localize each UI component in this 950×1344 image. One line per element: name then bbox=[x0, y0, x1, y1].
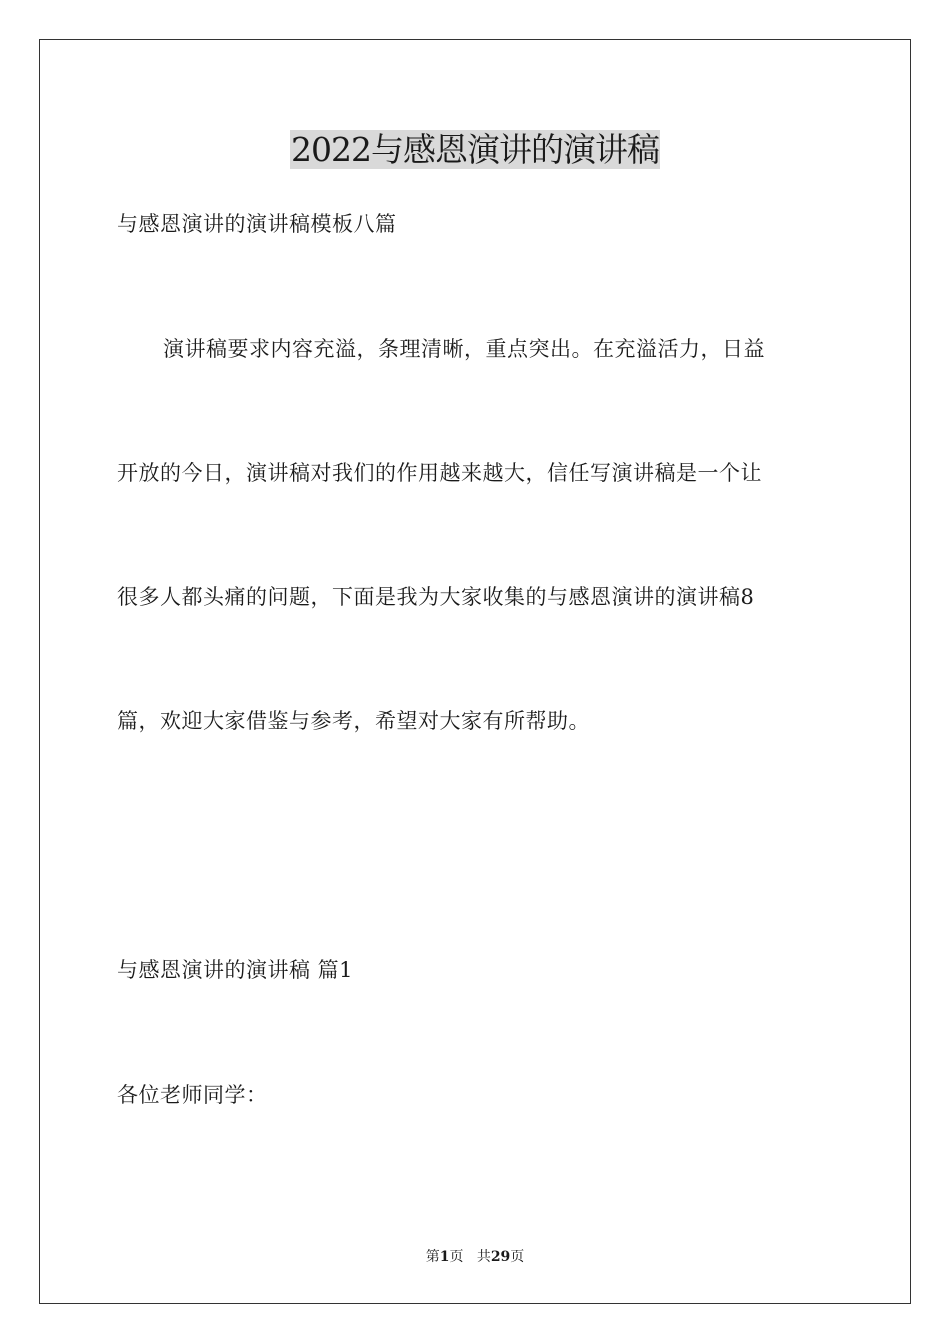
footer-total-pages: 29 bbox=[490, 1249, 511, 1265]
footer-total-prefix: 共 bbox=[476, 1249, 491, 1265]
footer-total-suffix: 页 bbox=[510, 1249, 525, 1265]
title-text: 2022与感恩演讲的演讲稿 bbox=[291, 130, 659, 169]
greeting: 各位老师同学： bbox=[117, 1083, 268, 1107]
intro-line-4: 篇，欢迎大家借鉴与参考，希望对大家有所帮助。 bbox=[117, 709, 590, 733]
intro-line-2: 开放的今日，演讲稿对我们的作用越来越大，信任写演讲稿是一个让 bbox=[117, 461, 762, 485]
document-title bbox=[0, 128, 950, 172]
page-footer bbox=[0, 1247, 950, 1267]
footer-page-suffix: 页 bbox=[449, 1249, 464, 1265]
intro-line-3: 很多人都头痛的问题，下面是我为大家收集的与感恩演讲的演讲稿8 bbox=[117, 585, 755, 609]
footer-prefix: 第 bbox=[425, 1249, 440, 1265]
intro-line-1: 演讲稿要求内容充溢，条理清晰，重点突出。在充溢活力，日益 bbox=[163, 337, 765, 361]
document-subtitle: 与感恩演讲的演讲稿模板八篇 bbox=[117, 212, 397, 236]
footer-page-number: 1 bbox=[439, 1249, 450, 1265]
section-heading: 与感恩演讲的演讲稿 篇1 bbox=[117, 958, 354, 982]
